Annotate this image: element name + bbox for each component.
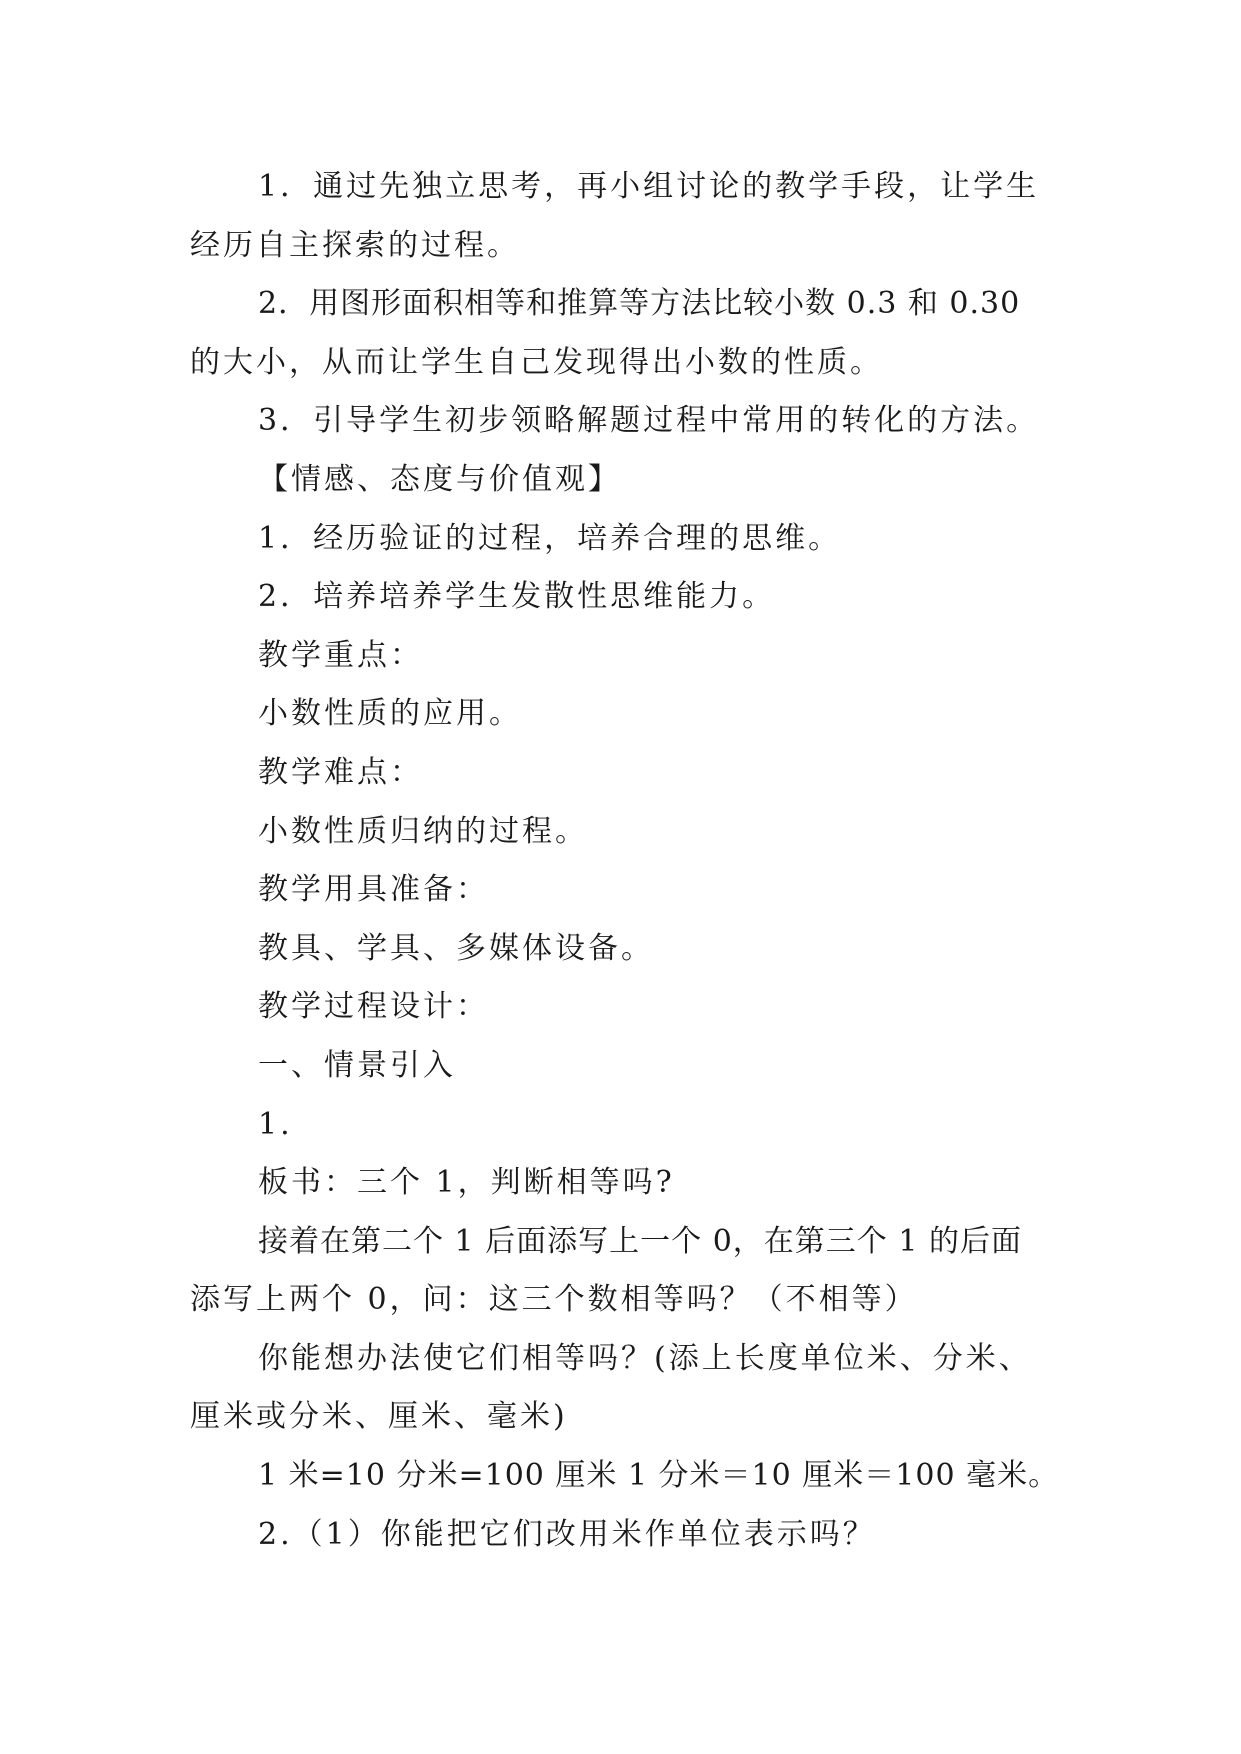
- text-line: 板书：三个 1，判断相等吗?: [258, 1165, 675, 1201]
- text-line: 2．培养培养学生发散性思维能力。: [258, 579, 776, 615]
- section-label: 教学重点：: [258, 637, 423, 673]
- text-line: 1．通过先独立思考，再小组讨论的教学手段，让学生: [258, 169, 1040, 204]
- text-line: 1.: [258, 1106, 293, 1142]
- text-line: 2.（1）你能把它们改用米作单位表示吗？: [258, 1516, 876, 1552]
- text-line: 的大小，从而让学生自己发现得出小数的性质。: [190, 344, 883, 380]
- text-line: 1．经历验证的过程，培养合理的思维。: [258, 520, 842, 556]
- section-label: 教学过程设计：: [258, 989, 489, 1025]
- text-line: 经历自主探索的过程。: [190, 227, 520, 263]
- text-line: 接着在第二个 1 后面添写上一个 0，在第三个 1 的后面: [258, 1223, 1022, 1259]
- text-line: 教具、学具、多媒体设备。: [258, 930, 654, 966]
- section-heading: 一、情景引入: [258, 1047, 456, 1083]
- section-heading: 【情感、态度与价值观】: [258, 461, 621, 497]
- text-line: 1 米=10 分米=100 厘米 1 分米＝10 厘米＝100 毫米。: [258, 1458, 1060, 1494]
- text-line: 厘米或分米、厘米、毫米): [190, 1399, 568, 1435]
- text-line: 添写上两个 0，问：这三个数相等吗？（不相等）: [190, 1282, 918, 1318]
- text-line: 小数性质的应用。: [258, 696, 522, 732]
- text-line: 你能想办法使它们相等吗？(添上长度单位米、分米、: [258, 1340, 1032, 1376]
- section-label: 教学用具准备：: [258, 872, 489, 908]
- text-line: 2．用图形面积相等和推算等方法比较小数 0.3 和 0.30: [258, 286, 1021, 322]
- section-label: 教学难点：: [258, 754, 423, 790]
- text-line: 小数性质归纳的过程。: [258, 813, 588, 849]
- text-line: 3．引导学生初步领略解题过程中常用的转化的方法。: [258, 403, 1040, 439]
- document-page: [190, 158, 1060, 1564]
